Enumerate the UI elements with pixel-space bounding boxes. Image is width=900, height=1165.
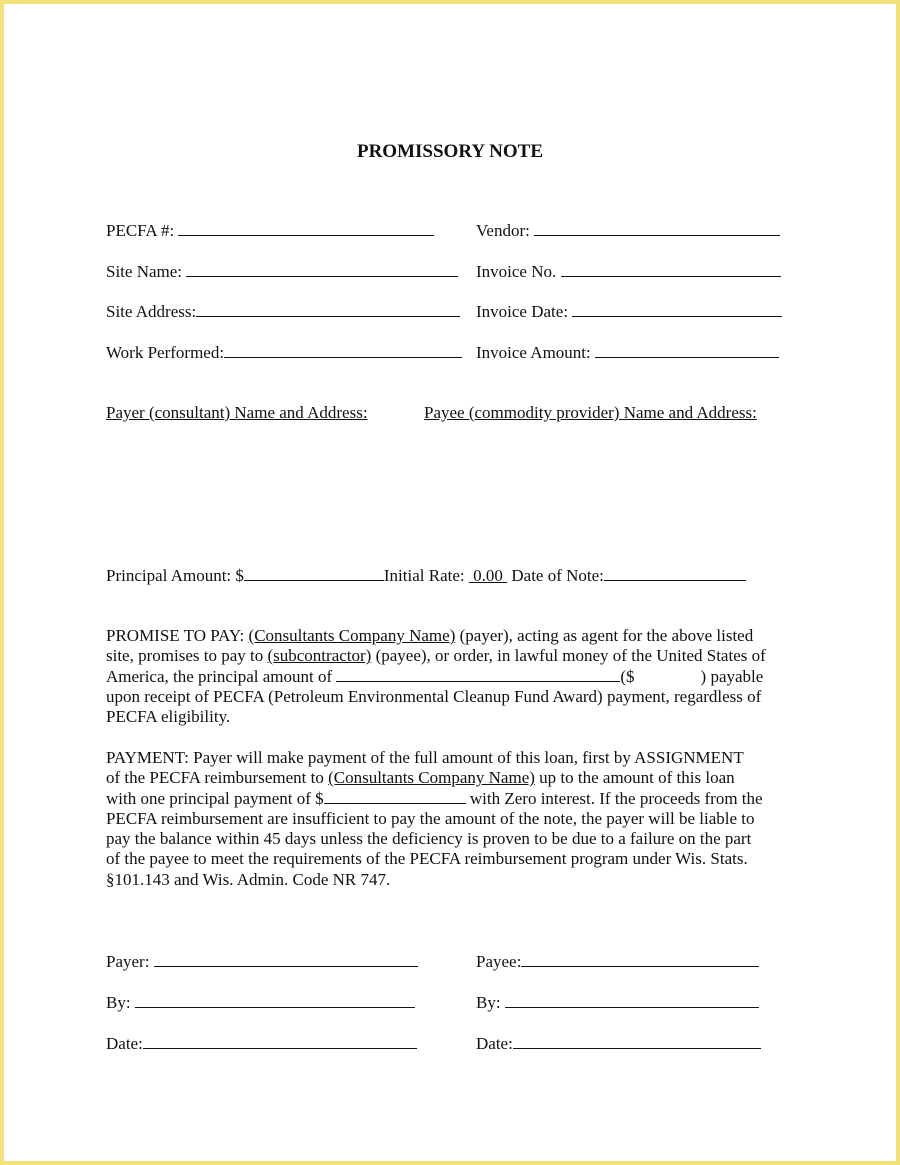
payee-signature-field[interactable]	[476, 951, 759, 972]
payer-signature-blank[interactable]	[154, 951, 418, 967]
payer-signature-label: Payer:	[106, 952, 150, 971]
consultants-company-name[interactable]: (Consultants Company Name)	[248, 626, 456, 645]
payee-signature-blank[interactable]	[521, 951, 759, 967]
payer-by-blank[interactable]	[135, 992, 415, 1008]
invoice-date-field[interactable]	[476, 301, 782, 322]
site-name-blank[interactable]	[186, 261, 458, 277]
site-address-field[interactable]	[106, 301, 460, 322]
principal-amount-words-blank[interactable]	[336, 667, 620, 682]
payee-date-field[interactable]	[476, 1033, 761, 1054]
invoice-no-label: Invoice No.	[476, 262, 557, 281]
invoice-no-field[interactable]	[476, 261, 781, 282]
work-performed-label: Work Performed:	[106, 343, 225, 362]
invoice-date-label: Invoice Date:	[476, 302, 569, 321]
payment-paragraph: PAYMENT: Payer will make payment of the full amount of this loan, first by ASSIGNMENT of the PECFA reimbursement to (Consultants Company Name) up to the amount of this loan with one principal payment of $ with Zero interest. If the proceeds from the PECFA reimbursement are insufficient to pay the amount of the note, the payer will be liable to pay the balance within 45 days unless the deficiency is proven to be due to a failure on the part of the payee to meet the requirements of the PECFA reimbursement program under Wis. Stats. §101.143 and Wis. Admin. Code NR 747.	[106, 748, 763, 889]
payer-heading: Payer (consultant) Name and Address:	[106, 403, 368, 422]
vendor-label: Vendor:	[476, 221, 530, 240]
invoice-amount-label: Invoice Amount:	[476, 343, 591, 362]
payer-date-blank[interactable]	[143, 1033, 417, 1049]
promise-to-pay-paragraph: PROMISE TO PAY: (Consultants Company Name) (payer), acting as agent for the above listed site, promises to pay to (subcontractor) (payee), or order, in lawful money of the United States of America, the principal amount of ($ ) payable upon receipt of PECFA (Petroleum Environmental Cleanup Fund Award) payment, regardless of PECFA eligibility.	[106, 626, 766, 727]
date-of-note-blank[interactable]	[604, 565, 746, 581]
pecfa-blank[interactable]	[178, 220, 434, 236]
vendor-field[interactable]	[476, 220, 780, 241]
invoice-date-blank[interactable]	[572, 301, 782, 317]
consultants-company-name-2[interactable]: (Consultants Company Name)	[328, 768, 535, 788]
site-name-label: Site Name:	[106, 262, 183, 281]
principal-amount-blank[interactable]	[244, 565, 384, 581]
payer-date-field[interactable]	[106, 1033, 417, 1054]
subcontractor-name[interactable]: (subcontractor)	[267, 646, 372, 666]
payee-by-blank[interactable]	[505, 992, 759, 1008]
date-of-note-label: Date of Note:	[511, 566, 604, 585]
payee-date-label: Date:	[476, 1034, 513, 1053]
payer-by-field[interactable]	[106, 992, 415, 1013]
payee-signature-label: Payee:	[476, 952, 522, 971]
payee-by-label: By:	[476, 993, 501, 1012]
principal-amount-label: Principal Amount: $	[106, 566, 244, 585]
payee-heading: Payee (commodity provider) Name and Address:	[424, 403, 757, 422]
invoice-amount-field[interactable]	[476, 342, 779, 363]
site-name-field[interactable]	[106, 261, 458, 282]
site-address-label: Site Address:	[106, 302, 197, 321]
principal-amount-row	[106, 565, 746, 586]
invoice-no-blank[interactable]	[561, 261, 781, 277]
pecfa-label: PECFA #:	[106, 221, 175, 240]
site-address-blank[interactable]	[196, 301, 460, 317]
initial-rate-label: Initial Rate:	[383, 566, 465, 585]
work-performed-blank[interactable]	[224, 342, 462, 358]
invoice-amount-blank[interactable]	[595, 342, 779, 358]
payer-date-label: Date:	[106, 1034, 143, 1053]
payee-by-field[interactable]	[476, 992, 759, 1013]
payer-signature-field[interactable]	[106, 951, 418, 972]
initial-rate-value: 0.00	[473, 566, 503, 585]
work-performed-field[interactable]	[106, 342, 462, 363]
pecfa-field[interactable]	[106, 220, 434, 241]
document-title: PROMISSORY NOTE	[356, 141, 543, 162]
principal-payment-blank[interactable]	[324, 789, 466, 804]
payee-date-blank[interactable]	[513, 1033, 761, 1049]
payer-by-label: By:	[106, 993, 131, 1012]
vendor-blank[interactable]	[534, 220, 780, 236]
